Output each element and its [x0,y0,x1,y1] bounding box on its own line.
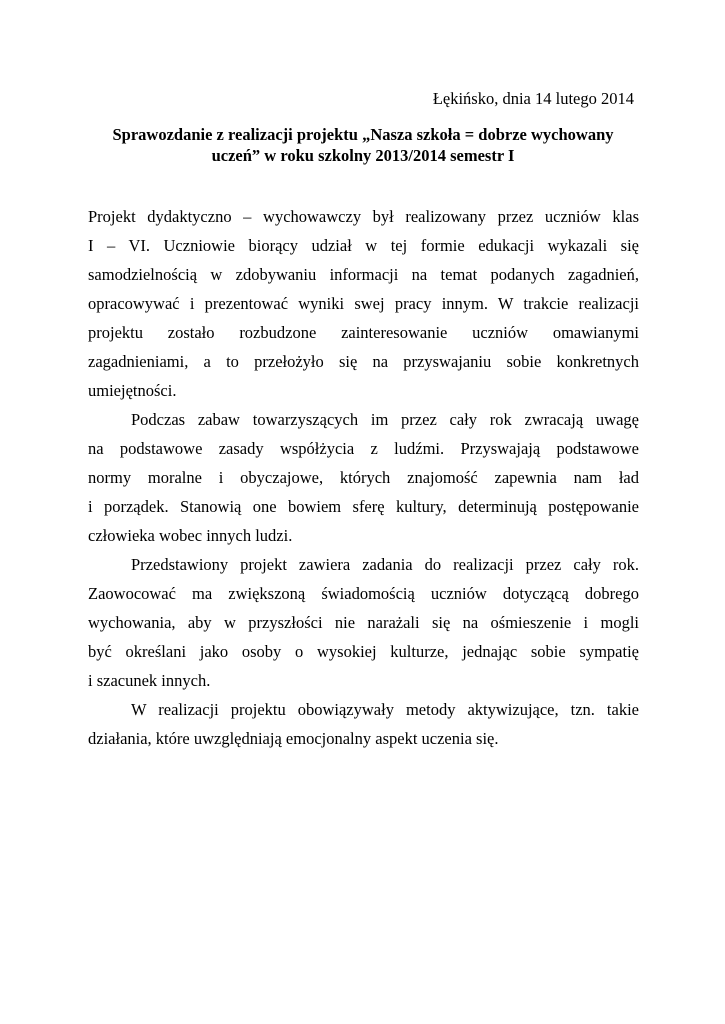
paragraph-line: opracowywać i prezentować wyniki swej pracy innym. W trakcie realizacji [88,294,639,313]
paragraph-line: być określani jako osoby o wysokiej kulturze, jednając sobie sympatię [88,642,639,661]
paragraph-line: i porządek. Stanowią one bowiem sferę kultury, determinują postępowanie [88,497,639,516]
paragraph-line: Zaowocować ma zwiększoną świadomością uczniów dotyczącą dobrego [88,584,639,603]
paragraph-line: człowieka wobec innych ludzi. [88,526,293,545]
report-body [88,202,639,753]
paragraph-line: Przedstawiony projekt zawiera zadania do realizacji przez cały rok. [131,555,639,574]
paragraph-line: na podstawowe zasady współżycia z ludźmi. Przyswajają podstawowe [88,439,639,458]
paragraph-line: wychowania, aby w przyszłości nie narażali się na ośmieszenie i mogli [88,613,639,632]
paragraph-4 [88,695,639,753]
paragraph-line: samodzielnością w zdobywaniu informacji na temat podanych zagadnień, [88,265,639,284]
paragraph-line: projektu zostało rozbudzone zainteresowanie uczniów omawianymi [88,323,639,342]
paragraph-2 [88,405,639,550]
paragraph-line: umiejętności. [88,381,177,400]
paragraph-line: Projekt dydaktyczno – wychowawczy był realizowany przez uczniów klas [88,207,639,226]
title-line-1: Sprawozdanie z realizacji projektu „Nasza szkoła = dobrze wychowany [112,125,614,144]
paragraph-line: W realizacji projektu obowiązywały metody aktywizujące, tzn. takie [131,700,639,719]
paragraph-line: I – VI. Uczniowie biorący udział w tej formie edukacji wykazali się [88,236,639,255]
report-title [88,124,638,166]
paragraph-line: normy moralne i obyczajowe, których znajomość zapewnia nam ład [88,468,639,487]
paragraph-line: działania, które uwzględniają emocjonalny aspekt uczenia się. [88,729,499,748]
title-line-2: uczeń” w roku szkolny 2013/2014 semestr I [211,146,515,165]
paragraph-1 [88,202,639,405]
paragraph-line: zagadnieniami, a to przełożyło się na przyswajaniu sobie konkretnych [88,352,639,371]
paragraph-line: Podczas zabaw towarzyszących im przez cały rok zwracają uwagę [131,410,639,429]
place-and-date: Łękińsko, dnia 14 lutego 2014 [432,89,634,108]
paragraph-3 [88,550,639,695]
paragraph-line: i szacunek innych. [88,671,211,690]
